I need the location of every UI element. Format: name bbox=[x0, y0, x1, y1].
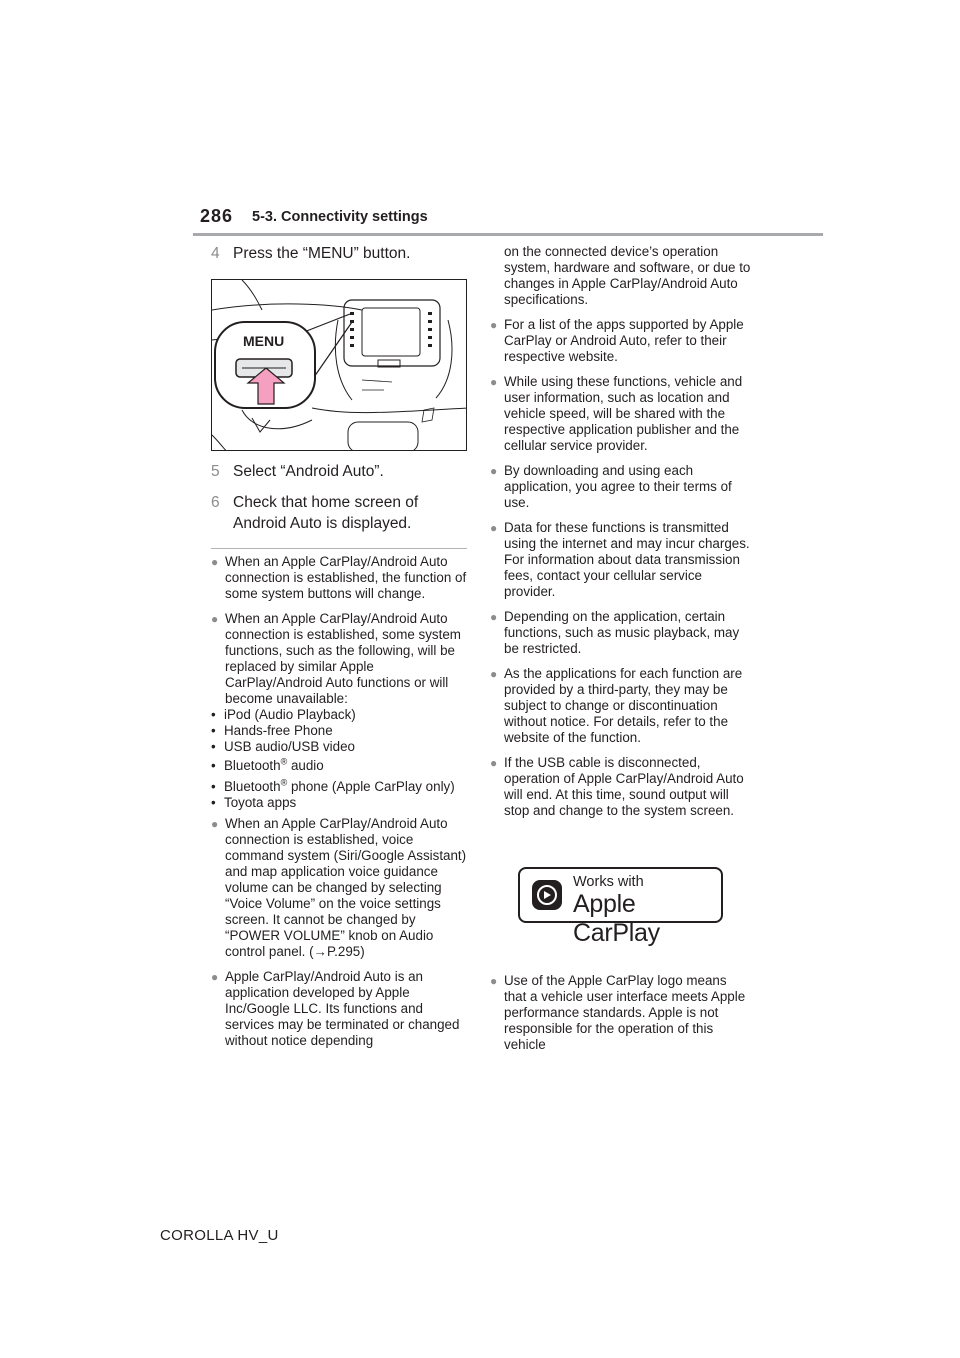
registered-mark: ® bbox=[280, 777, 288, 788]
note-item bbox=[211, 611, 467, 811]
note-text: If the USB cable is disconnected, operation of Apple CarPlay/Android Auto will end. At this time, sound output will stop and change to the system screen. bbox=[504, 755, 744, 818]
note-text: When an Apple CarPlay/Android Auto connection is established, voice command system (Siri/Google Assistant) and map application voice guidance volume can be changed by selecting “Voice Volume” on the voice settings screen. It cannot be changed by “POWER VOLUME” knob on Audio control panel. (→P.295) bbox=[225, 816, 467, 959]
list-item: • USB audio/USB video bbox=[211, 739, 467, 755]
brand-text: Bluetooth bbox=[224, 779, 281, 794]
note-text: Data for these functions is transmitted using the internet and may incur charges. For information about data transmission fees, contact your cellular service provider. bbox=[504, 520, 750, 599]
menu-label: MENU bbox=[243, 333, 285, 349]
note-text: As the applications for each function are provided by a third-party, they may be subject to change or discontinuation without notice. For details, refer to the website of the function. bbox=[504, 666, 743, 745]
list-item bbox=[211, 758, 467, 774]
works-with-apple-carplay-badge bbox=[518, 867, 723, 947]
step-text: Press the “MENU” button. bbox=[233, 245, 411, 262]
brand-text: Bluetooth bbox=[224, 758, 281, 773]
note-item bbox=[211, 554, 467, 602]
list-item: • iPod (Audio Playback) bbox=[211, 707, 467, 723]
note-item bbox=[211, 969, 467, 1049]
badge-works-with: Works with bbox=[573, 874, 644, 890]
step-5 bbox=[211, 462, 467, 482]
step-number: 6 bbox=[211, 494, 220, 511]
step-number: 4 bbox=[211, 245, 220, 262]
item-suffix: audio bbox=[287, 758, 324, 773]
note-text: While using these functions, vehicle and user information, such as location and vehicle speed, will be shared with the respective application publisher and the cellular service provider. bbox=[504, 374, 743, 453]
note-text: Apple CarPlay/Android Auto is an application developed by Apple Inc/Google LLC. Its functions and services may be terminated or changed without notice depending bbox=[225, 969, 460, 1048]
dashboard-drawing bbox=[212, 280, 467, 451]
note-text: Depending on the application, certain functions, such as music playback, may be restricted. bbox=[504, 609, 740, 656]
continued-text: on the connected device’s operation system, hardware and software, or due to changes in Apple CarPlay/Android Auto specifications. bbox=[504, 244, 751, 307]
step-number: 5 bbox=[211, 463, 220, 480]
step-6 bbox=[211, 492, 467, 534]
note-item bbox=[490, 520, 752, 600]
item-suffix: phone (Apple CarPlay only) bbox=[287, 779, 455, 794]
notes-list-left bbox=[211, 554, 467, 1049]
note-text: By downloading and using each application, you agree to their terms of use. bbox=[504, 463, 732, 510]
notes-list-right bbox=[490, 317, 752, 819]
section-title: 5-3. Connectivity settings bbox=[252, 209, 428, 225]
step-text: Select “Android Auto”. bbox=[233, 463, 384, 480]
note-item bbox=[490, 609, 752, 657]
note-text: When an Apple CarPlay/Android Auto connection is established, some system functions, such as the following, will be replaced by similar Apple CarPlay/Android Auto functions or will become unavailable: bbox=[225, 611, 461, 706]
note-item bbox=[490, 374, 752, 454]
note-item bbox=[490, 317, 752, 365]
note-item bbox=[490, 666, 752, 746]
note-text: For a list of the apps supported by Apple CarPlay or Android Auto, refer to their respective website. bbox=[504, 317, 744, 364]
left-column bbox=[211, 244, 467, 1058]
replaced-functions-list bbox=[225, 707, 467, 811]
step-text: Check that home screen of Android Auto is displayed. bbox=[233, 494, 419, 532]
note-item bbox=[490, 755, 752, 819]
note-item bbox=[490, 973, 752, 1053]
note-text: When an Apple CarPlay/Android Auto connection is established, the function of some system buttons will change. bbox=[225, 554, 467, 601]
note-item bbox=[211, 816, 467, 960]
right-column bbox=[490, 244, 752, 1062]
list-item: • Toyota apps bbox=[211, 795, 467, 811]
menu-button-illustration bbox=[211, 279, 467, 451]
page-number: 286 bbox=[200, 206, 234, 226]
notes-list-logo bbox=[490, 973, 752, 1053]
list-item: • Hands-free Phone bbox=[211, 723, 467, 739]
registered-mark: ® bbox=[280, 756, 288, 767]
carplay-icon bbox=[531, 879, 563, 911]
step-4 bbox=[211, 244, 467, 264]
badge-brand: Apple CarPlay bbox=[573, 890, 660, 947]
note-item bbox=[490, 463, 752, 511]
list-item bbox=[211, 779, 467, 795]
note-text: Use of the Apple CarPlay logo means that a vehicle user interface meets Apple performance standards. Apple is not responsible for the operation of this vehicle bbox=[504, 973, 746, 1052]
notes-divider bbox=[211, 548, 467, 549]
footer-model: COROLLA HV_U bbox=[160, 1227, 279, 1244]
header-rule bbox=[193, 233, 823, 236]
